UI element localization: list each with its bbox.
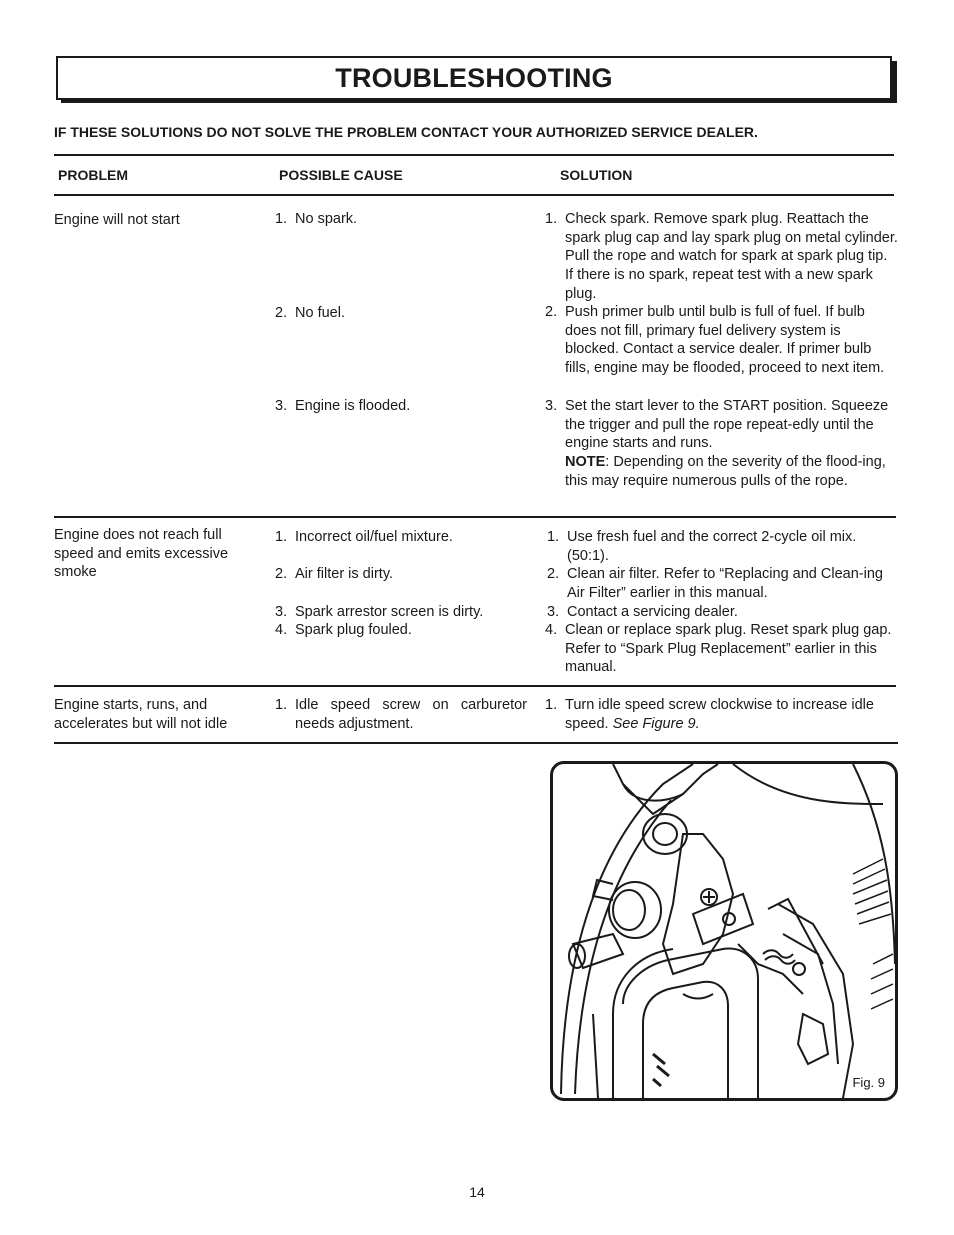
solution-text: Clean air filter. Refer to “Replacing and Clean-ing Air Filter” earlier in this manual. [567, 566, 883, 601]
cause-text: Spark arrestor screen is dirty. [295, 604, 484, 620]
solution-text: Clean or replace spark plug. Reset spark plug gap. Refer to “Spark Plug Replacement” earlier in this manual. [565, 622, 892, 676]
row2-cause-3 [275, 603, 515, 622]
header-bottom-rule [54, 194, 894, 196]
row1-problem: Engine will not start [54, 212, 180, 228]
cause-number: 1. [275, 211, 288, 227]
table-top-rule [54, 154, 894, 156]
cause-text: Spark plug fouled. [295, 622, 412, 638]
table-bottom-rule [54, 742, 898, 744]
solution-number: 4. [545, 622, 558, 638]
cause-number: 3. [275, 398, 288, 414]
cause-text: Engine is flooded. [295, 398, 411, 414]
solution-number: 1. [545, 211, 558, 227]
solution-text: Check spark. Remove spark plug. Reattach the spark plug cap and lay spark plug on metal cylinder. Pull the rope and watch for spark at spark plug tip. If there is no spark, repeat test with a new spark plug. [565, 211, 898, 302]
figure-reference: See Figure 9. [612, 715, 700, 732]
note-text: : Depending on the severity of the flood-ing, this may require numerous pulls of the rope. [565, 454, 886, 489]
title-banner [56, 56, 898, 104]
solution-text: Turn idle speed screw clockwise to increase idle speed. [565, 697, 874, 732]
row1-cause-2 [275, 304, 515, 323]
row1-solution-1 [545, 210, 898, 304]
solution-number: 1. [547, 529, 560, 545]
header-problem: PROBLEM [58, 167, 128, 183]
cause-number: 1. [275, 697, 288, 713]
row1-cause-3 [275, 397, 515, 416]
cause-text: No fuel. [295, 305, 345, 321]
cause-text: No spark. [295, 211, 358, 227]
row-divider-1 [54, 516, 896, 518]
row2-solution-4 [545, 621, 896, 677]
solution-number: 3. [545, 398, 558, 414]
cause-number: 2. [275, 566, 288, 582]
solution-text: Use fresh fuel and the correct 2-cycle oil mix. (50:1). [567, 529, 857, 564]
page-title: TROUBLESHOOTING [335, 62, 613, 93]
cause-number: 1. [275, 529, 288, 545]
header-possible-cause: POSSIBLE CAUSE [279, 167, 403, 183]
carburetor-illustration [553, 764, 895, 1098]
figure-caption: Fig. 9 [852, 1075, 885, 1090]
row2-cause-1 [275, 528, 515, 547]
solution-text-block [565, 397, 898, 491]
row3-problem: Engine starts, runs, and accelerates but will not idle [54, 697, 228, 732]
figure-9-frame [550, 761, 898, 1101]
header-solution: SOLUTION [560, 167, 633, 183]
solution-number: 2. [545, 304, 558, 320]
page-number: 14 [469, 1184, 485, 1200]
row-divider-2 [54, 685, 896, 687]
row2-cause-4 [275, 621, 515, 640]
solution-number: 2. [547, 566, 560, 582]
row2-solution-2 [547, 565, 896, 602]
row3-solution-1 [545, 696, 895, 733]
row2-cause-2 [275, 565, 515, 584]
row3-cause-1 [275, 696, 527, 733]
row1-solution-3 [545, 397, 898, 491]
row2-solution-1 [547, 528, 896, 565]
solution-number: 1. [545, 697, 558, 713]
service-notice: IF THESE SOLUTIONS DO NOT SOLVE THE PROBLEM CONTACT YOUR AUTHORIZED SERVICE DEALER. [54, 124, 758, 140]
title-box [56, 56, 892, 100]
cause-number: 4. [275, 622, 288, 638]
cause-text: Incorrect oil/fuel mixture. [295, 529, 453, 545]
solution-text-block [565, 696, 895, 733]
cause-number: 2. [275, 305, 288, 321]
cause-text: Idle speed screw on carburetor needs adjustment. [295, 697, 527, 732]
row1-solution-2 [545, 303, 898, 378]
row2-solution-3 [547, 603, 896, 622]
row1-cause-1 [275, 210, 515, 229]
solution-number: 3. [547, 604, 560, 620]
solution-text: Contact a servicing dealer. [567, 604, 738, 620]
solution-text: Set the start lever to the START position. Squeeze the trigger and pull the rope repeat-edly until the engine starts and runs. [565, 398, 889, 452]
cause-text: Air filter is dirty. [295, 566, 394, 582]
note-label: NOTE [565, 454, 606, 471]
solution-text: Push primer bulb until bulb is full of fuel. If bulb does not fill, primary fuel delivery system is blocked. Contact a service dealer. If primer bulb fills, engine may be flooded, proceed to next item. [565, 304, 885, 377]
cause-number: 3. [275, 604, 288, 620]
row2-problem: Engine does not reach full speed and emits excessive smoke [54, 527, 229, 581]
